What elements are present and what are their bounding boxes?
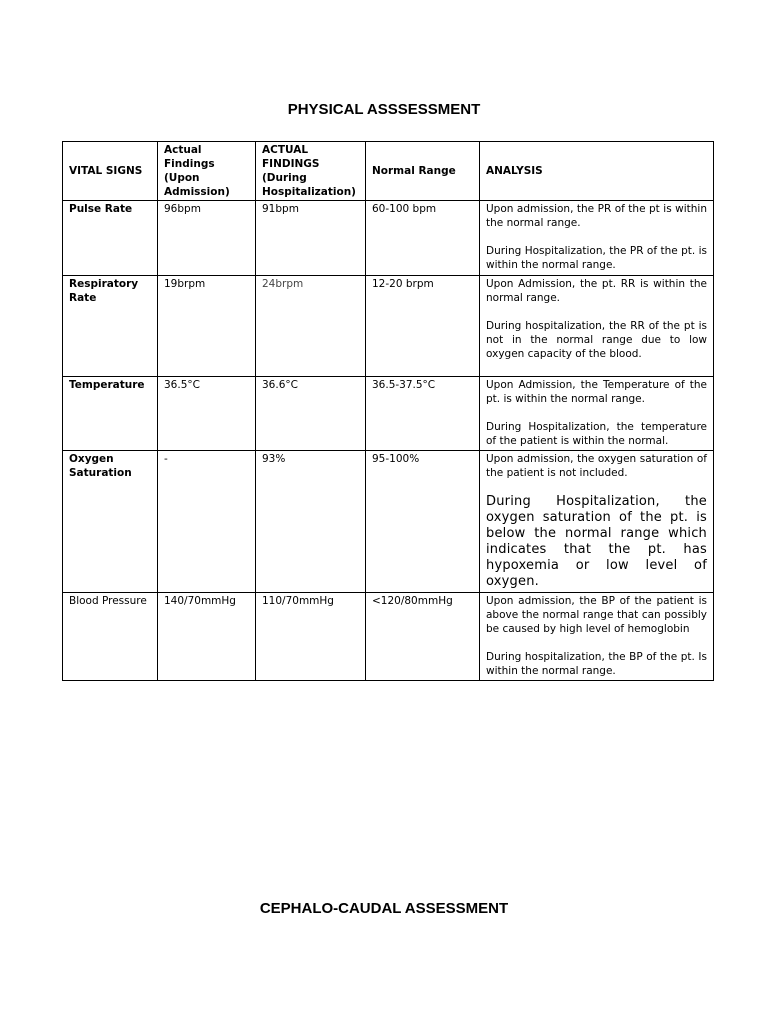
analysis-cell [480, 451, 714, 593]
analysis-hospitalization: During Hospitalization, the PR of the pt. is within the normal range. [486, 245, 707, 271]
header-normal-range: Normal Range [366, 142, 480, 201]
page-title-physical-assessment: PHYSICAL ASSSESSMENT [287, 101, 481, 118]
admission-value: - [158, 451, 256, 593]
admission-value: 96bpm [158, 201, 256, 276]
analysis-admission: Upon Admission, the Temperature of the pt. is within the normal range. [486, 379, 707, 405]
analysis-cell [480, 276, 714, 377]
table-header-row [63, 142, 714, 201]
header-hospitalization: ACTUAL FINDINGS (During Hospitalization) [256, 142, 366, 201]
analysis-cell [480, 593, 714, 681]
admission-value: 140/70mmHg [158, 593, 256, 681]
vital-sign-name: Respiratory Rate [63, 276, 158, 377]
normal-range-value: 36.5-37.5°C [366, 377, 480, 451]
normal-range-value: 95-100% [366, 451, 480, 593]
table-row [63, 593, 714, 681]
vital-sign-name: Oxygen Saturation [63, 451, 158, 593]
analysis-admission: Upon admission, the oxygen saturation of the patient is not included. [486, 453, 707, 479]
header-vital-signs: VITAL SIGNS [63, 142, 158, 201]
analysis-hospitalization: During Hospitalization, the oxygen saturation of the pt. is below the normal range which indicates that the pt. has hypoxemia or low level of oxygen. [486, 494, 707, 589]
analysis-cell [480, 377, 714, 451]
table-row [63, 201, 714, 276]
hospitalization-value: 91bpm [256, 201, 366, 276]
header-analysis: ANALYSIS [480, 142, 714, 201]
analysis-hospitalization: During hospitalization, the BP of the pt. Is within the normal range. [486, 651, 707, 677]
vital-sign-name: Temperature [63, 377, 158, 451]
vital-sign-name: Pulse Rate [63, 201, 158, 276]
analysis-admission: Upon admission, the BP of the patient is above the normal range that can possibly be caused by high level of hemoglobin [486, 595, 707, 635]
normal-range-value: 60-100 bpm [366, 201, 480, 276]
header-admission: Actual Findings (Upon Admission) [158, 142, 256, 201]
vital-sign-name: Blood Pressure [63, 593, 158, 681]
admission-value: 19brpm [158, 276, 256, 377]
table-row [63, 451, 714, 593]
hospitalization-value: 36.6°C [256, 377, 366, 451]
analysis-hospitalization: During hospitalization, the RR of the pt is not in the normal range due to low oxygen capacity of the blood. [486, 320, 707, 360]
normal-range-value: <120/80mmHg [366, 593, 480, 681]
analysis-admission: Upon admission, the PR of the pt is within the normal range. [486, 203, 707, 229]
admission-value: 36.5°C [158, 377, 256, 451]
analysis-cell [480, 201, 714, 276]
vital-signs-table [62, 141, 714, 681]
hospitalization-value: 93% [256, 451, 366, 593]
analysis-hospitalization: During Hospitalization, the temperature of the patient is within the normal. [486, 421, 707, 447]
section-title-cephalo-caudal: CEPHALO-CAUDAL ASSESSMENT [259, 900, 509, 917]
hospitalization-value: 110/70mmHg [256, 593, 366, 681]
analysis-admission: Upon Admission, the pt. RR is within the normal range. [486, 278, 707, 304]
table-row [63, 276, 714, 377]
normal-range-value: 12-20 brpm [366, 276, 480, 377]
hospitalization-value: 24brpm [256, 276, 366, 377]
table-row [63, 377, 714, 451]
